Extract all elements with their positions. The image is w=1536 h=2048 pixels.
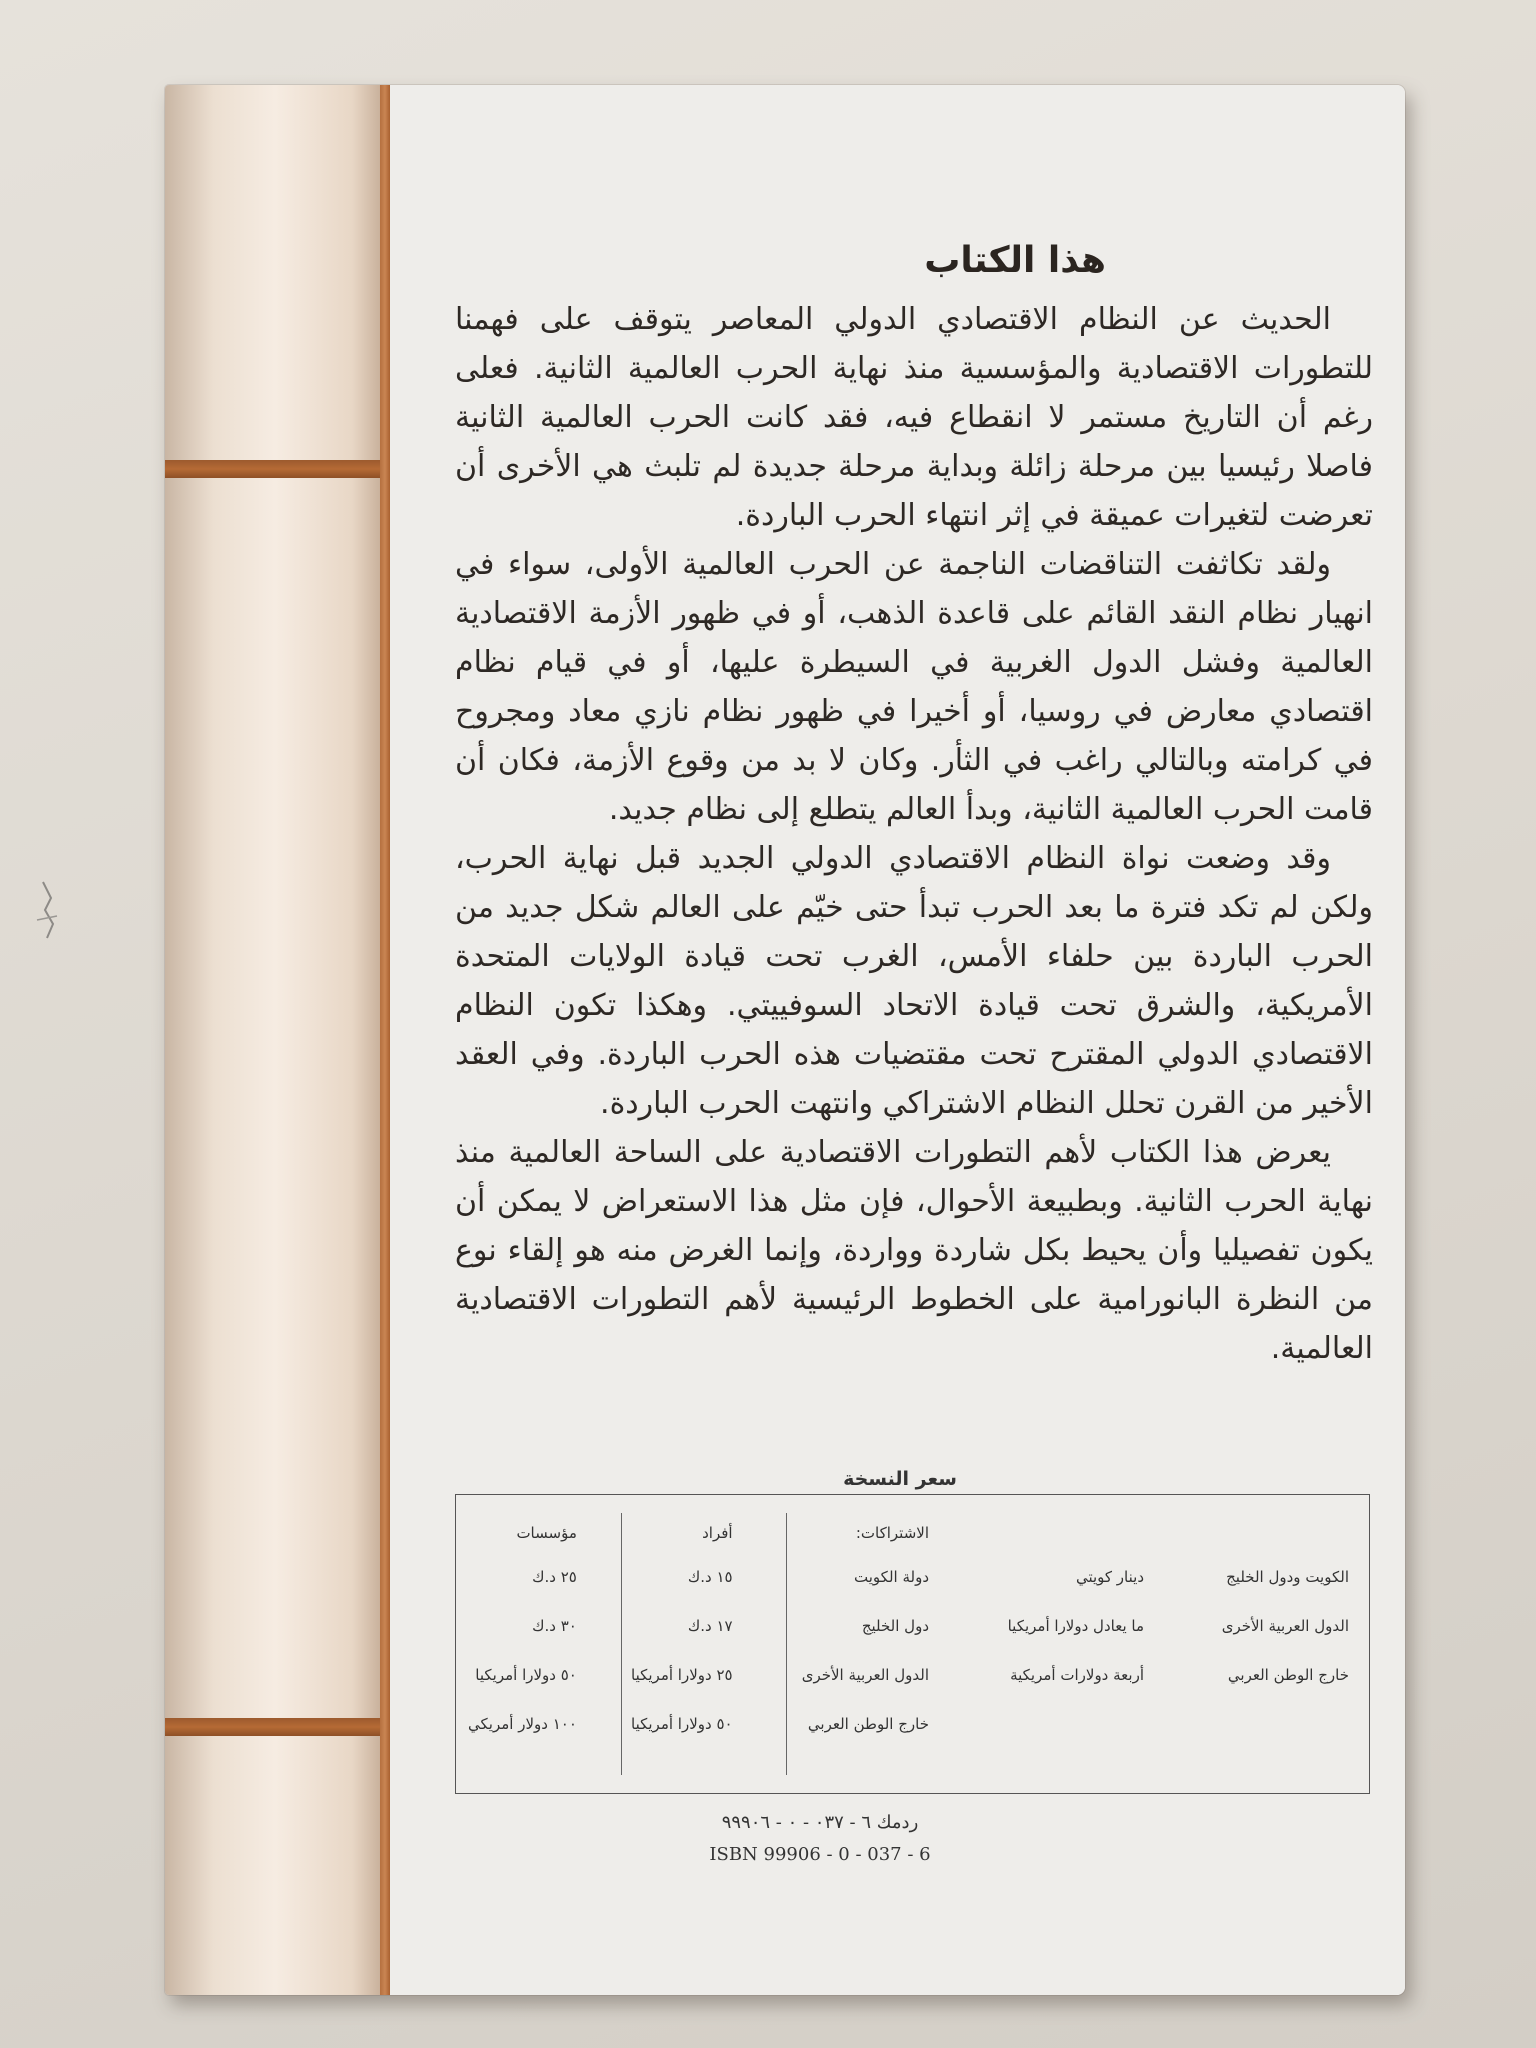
subscription-region: الدول العربية الأخرى — [801, 1666, 929, 1684]
blurb-paragraph: ولقد تكاثفت التناقضات الناجمة عن الحرب العالمية الأولى، سواء في انهيار نظام النقد القائم على قاعدة الذهب، أو في ظهور الأزمة الاقتصادية العالمية وفشل الدول الغربية في السيطرة عليها، أو في قيام نظام اقتصادي معارض في روسيا، أو أخيرا في ظهور نظام نازي معاد ومجروح في كرامته وبالتالي راغب في الثأر. وكان لا بد من وقوع الأزمة، فكان أن قامت الحرب العالمية الثانية، وبدأ العالم يتطلع إلى نظام جديد. — [455, 547, 1373, 827]
individual-price: ٥٠ دولارا أمريكيا — [631, 1715, 733, 1733]
price-value: أربعة دولارات أمريكية — [1010, 1666, 1144, 1684]
individual-price: ٢٥ دولارا أمريكيا — [631, 1666, 733, 1684]
subscription-region: دولة الكويت — [854, 1568, 929, 1586]
price-value: ما يعادل دولارا أمريكيا — [1007, 1617, 1144, 1635]
price-region: الدول العربية الأخرى — [1221, 1617, 1349, 1635]
blurb-paragraph: وقد وضعت نواة النظام الاقتصادي الدولي الجديد قبل نهاية الحرب، ولكن لم تكد فترة ما بعد الحرب تبدأ حتى خيّم على العالم شكل جديد من الحرب الباردة بين حلفاء الأمس، الغرب تحت قيادة الولايات المتحدة الأمريكية، والشرق تحت قيادة الاتحاد السوفييتي. وهكذا تكون النظام الاقتصادي الدولي المقترح تحت مقتضيات هذه الحرب الباردة. وفي العقد الأخير من القرن تحلل النظام الاشتراكي وانتهت الحرب الباردة. — [455, 841, 1373, 1121]
subscriptions-column — [802, 1513, 929, 1749]
institution-price: ١٠٠ دولار أمريكي — [468, 1715, 577, 1733]
table-divider — [786, 1513, 787, 1775]
individual-price: ١٧ د.ك — [687, 1617, 733, 1635]
institutions-header: مؤسسات — [516, 1524, 577, 1542]
book-blurb — [455, 295, 1373, 1373]
price-table — [455, 1494, 1370, 1794]
spine-edge-line — [380, 85, 390, 1995]
subscription-region: خارج الوطن العربي — [807, 1715, 929, 1733]
institution-price: ٢٥ د.ك — [532, 1568, 577, 1586]
subscriptions-header: الاشتراكات: — [855, 1524, 929, 1542]
price-value: دينار كويتي — [1075, 1568, 1144, 1586]
book-blurb-title: هذا الكتاب — [924, 240, 1106, 281]
isbn: ISBN 99906 - 0 - 037 - 6 — [709, 1844, 931, 1865]
ink-mark — [35, 880, 59, 940]
institution-price: ٥٠ دولارا أمريكيا — [475, 1666, 577, 1684]
price-regions-column — [1222, 1553, 1349, 1700]
blurb-paragraph: يعرض هذا الكتاب لأهم التطورات الاقتصادية على الساحة العالمية منذ نهاية الحرب الثانية. وبطبيعة الأحوال، فإن مثل هذا الاستعراض لا يمكن أن يكون تفصيليا وأن يحيط بكل شاردة وواردة، وإنما الغرض منه هو إلقاء نوع من النظرة البانورامية على الخطوط الرئيسية لأهم التطورات الاقتصادية العالمية. — [455, 1135, 1373, 1366]
price-label: سعر النسخة — [843, 1468, 957, 1490]
individuals-column — [631, 1513, 733, 1749]
price-region: خارج الوطن العربي — [1227, 1666, 1349, 1684]
price-values-column — [1008, 1553, 1144, 1700]
institutions-column — [468, 1513, 577, 1749]
book-spine — [165, 85, 385, 1995]
isbn-arabic: ردمك ٦ - ٠٣٧ - ٠ - ٩٩٩٠٦ — [721, 1812, 919, 1833]
individuals-header: أفراد — [702, 1524, 733, 1542]
institution-price: ٣٠ د.ك — [532, 1617, 577, 1635]
individual-price: ١٥ د.ك — [687, 1568, 733, 1586]
blurb-paragraph: الحديث عن النظام الاقتصادي الدولي المعاصر يتوقف على فهمنا للتطورات الاقتصادية والمؤسسية منذ نهاية الحرب العالمية الثانية. فعلى رغم أن التاريخ مستمر لا انقطاع فيه، فقد كانت الحرب العالمية الثانية فاصلا رئيسيا بين مرحلة زائلة وبداية مرحلة جديدة لم تلبث هي الأخرى أن تعرضت لتغيرات عميقة في إثر انتهاء الحرب الباردة. — [455, 302, 1373, 533]
spine-stripe-top — [165, 460, 385, 478]
subscription-region: دول الخليج — [861, 1617, 929, 1635]
price-region: الكويت ودول الخليج — [1226, 1568, 1349, 1586]
spine-stripe-bottom — [165, 1718, 385, 1736]
table-divider — [621, 1513, 622, 1775]
